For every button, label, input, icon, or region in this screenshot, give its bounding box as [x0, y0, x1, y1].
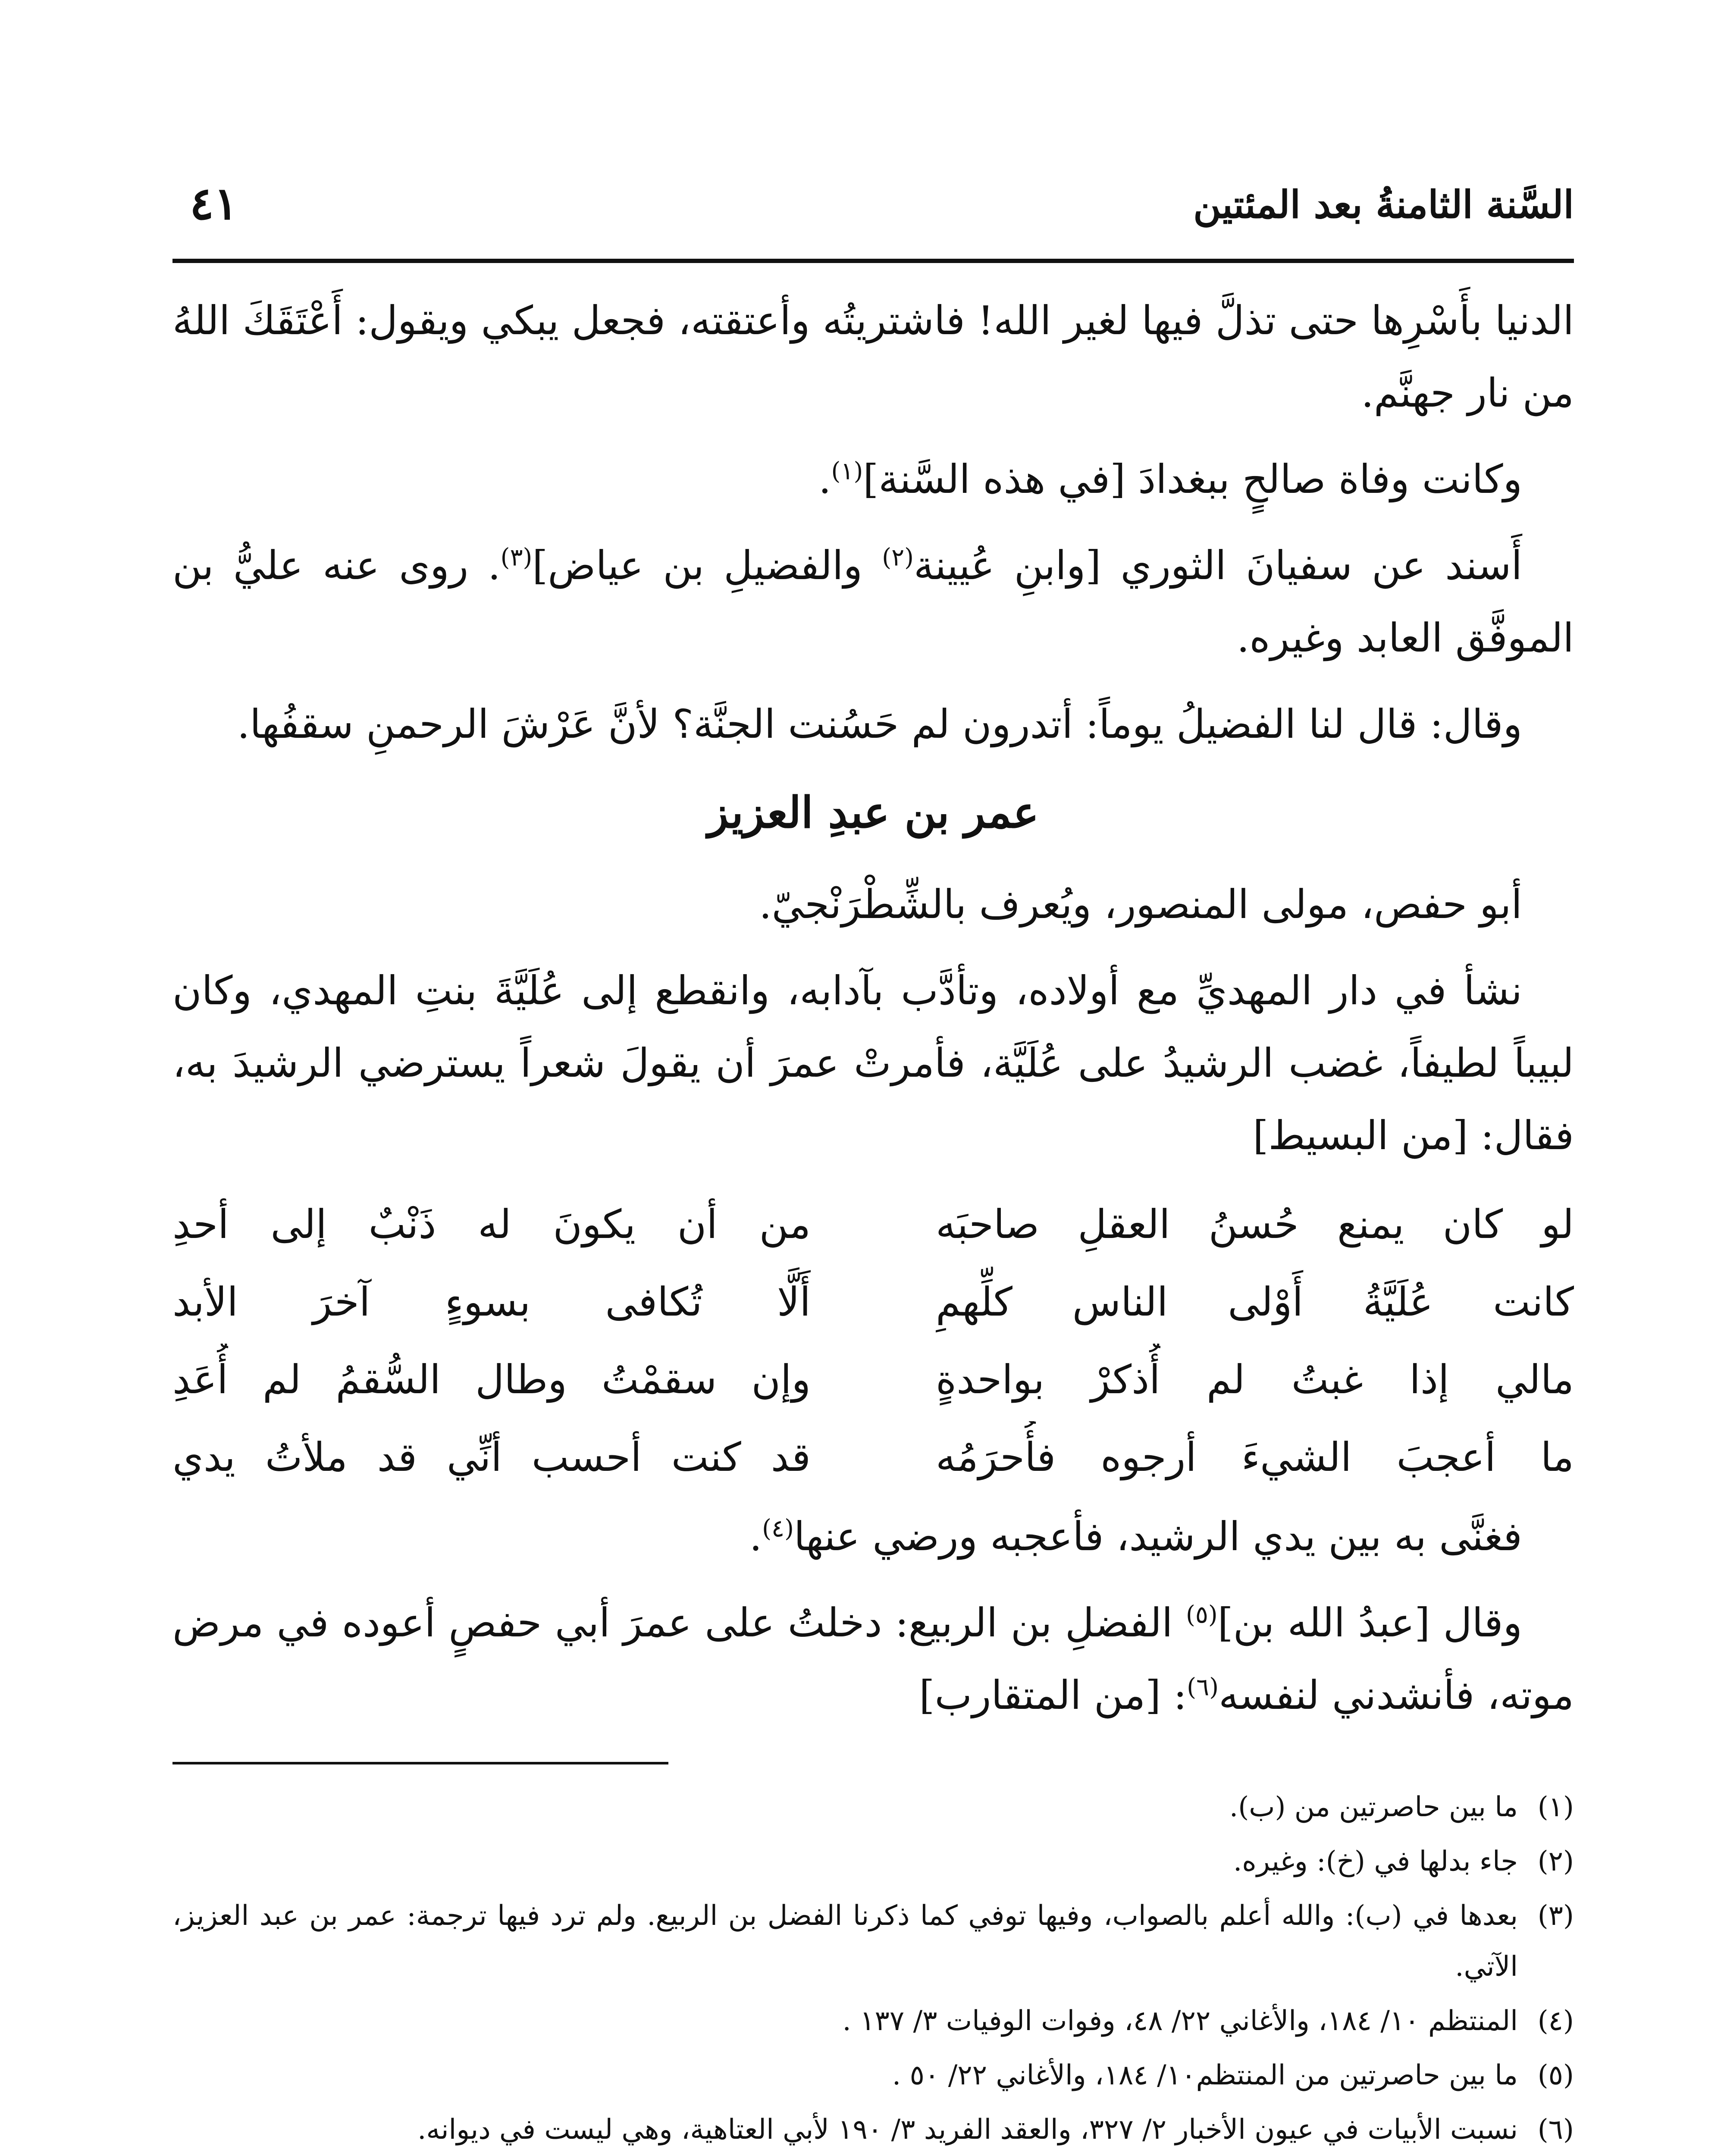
page-number: ٤١	[190, 177, 238, 230]
verse-first-hemistich: كانت عُلَيَّةُ أَوْلى الناس كلِّهمِ	[936, 1279, 1574, 1325]
paragraph-1	[172, 285, 1574, 429]
verse-second-hemistich: وإن سقمْتُ وطال السُّقمُ لم أُعَدِ	[172, 1357, 811, 1403]
paragraph-2-text: وكانت وفاة صالحٍ ببغدادَ [في هذه السَّنة]	[863, 456, 1522, 502]
footnote-number: (٣)	[1537, 1900, 1574, 1932]
footnote-text: نسبت الأبيات في عيون الأخبار ٢/ ٣٢٧، والعقد الفريد ٣/ ١٩٠ لأبي العتاهية، وهي ليست في ديوانه.	[417, 2114, 1518, 2146]
section-paragraph-1	[172, 868, 1574, 941]
running-header	[172, 155, 1574, 263]
footnote-ref-6: (٦)	[1187, 1673, 1219, 1702]
verse-second-hemistich: قد كنت أحسب أنِّي قد ملأتُ يدي	[172, 1434, 811, 1480]
after-poem-paragraph-2	[172, 1587, 1574, 1732]
section-paragraph-1-text: أبو حفص، مولى المنصور، ويُعرف بالشِّطْرَنْجيّ.	[759, 881, 1522, 928]
section-heading: عمر بن عبدِ العزيز	[707, 787, 1039, 838]
after-poem-paragraph-2-text-a: وقال [عبدُ الله بن]	[1217, 1600, 1522, 1646]
footnote	[172, 1890, 1574, 1992]
paragraph-4-text: وقال: قال لنا الفضيلُ يوماً: أتدرون لم حَسُنت الجنَّة؟ لأنَّ عَرْشَ الرحمنِ سقفُها.	[237, 701, 1522, 747]
verse-first-hemistich: مالي إذا غبتُ لم أُذكرْ بواحدةٍ	[936, 1357, 1574, 1403]
footnote-ref-3: (٣)	[500, 543, 533, 572]
poem	[172, 1186, 1574, 1496]
poem-verse	[172, 1419, 1574, 1496]
after-poem-paragraph-1	[172, 1501, 1574, 1573]
footnote-text: المنتظم ١٠/ ١٨٤، والأغاني ٢٢/ ٤٨، وفوات الوفيات ٣/ ١٣٧ .	[842, 2005, 1518, 2037]
poem-verse	[172, 1341, 1574, 1419]
footnote-text: ما بين حاصرتين من (ب).	[1229, 1791, 1518, 1823]
paragraph-3-text-c: . روى عنه عليُّ بن الموفَّق العابد وغيره.	[172, 542, 1574, 661]
poem-verse	[172, 1186, 1574, 1263]
verse-second-hemistich: أَلَّا تُكافى بسوءٍ آخرَ الأبد	[172, 1279, 811, 1325]
book-page	[172, 155, 1574, 2156]
footnote-text: ما بين حاصرتين من المنتظم١٠/ ١٨٤، والأغاني ٢٢/ ٥٠ .	[892, 2059, 1518, 2091]
footnotes	[172, 1782, 1574, 2155]
running-title: السَّنة الثامنةُ بعد المئتين	[1193, 182, 1574, 227]
footnote	[172, 2050, 1574, 2101]
footnote-ref-4: (٤)	[762, 1514, 794, 1543]
footnote-text: جاء بدلها في (خ): وغيره.	[1233, 1846, 1518, 1877]
verse-second-hemistich: من أن يكونَ له ذَنْبٌ إلى أحدِ	[172, 1201, 811, 1247]
after-poem-paragraph-1-text: فغنَّى به بين يدي الرشيد، فأعجبه ورضي عنها	[793, 1514, 1522, 1560]
after-poem-paragraph-2-text-b: الفضلِ بن الربيع: دخلتُ على عمرَ أبي حفصٍ أعوده في مرض موته، فأنشدني لنفسه	[172, 1600, 1574, 1718]
paragraph-3-text-a: أَسند عن سفيانَ الثوري [وابنِ عُيينة	[914, 542, 1523, 589]
footnote-ref-5: (٥)	[1185, 1601, 1218, 1629]
verse-first-hemistich: لو كان يمنع حُسنُ العقلِ صاحبَه	[936, 1201, 1574, 1247]
footnote-ref-1: (١)	[831, 457, 863, 486]
section-paragraph-2	[172, 955, 1574, 1172]
footnote	[172, 1996, 1574, 2046]
footnote-number: (١)	[1537, 1791, 1574, 1823]
section-paragraph-2-text: نشأ في دار المهديِّ مع أولاده، وتأدَّب بآدابه، وانقطع إلى عُلَيَّةَ بنتِ المهدي، وكان لبيباً لطيفاً، غضب الرشيدُ على عُلَيَّة، فأمرتْ عمرَ أن يقولَ شعراً يسترضي الرشيدَ به، فقال: [من البسيط]	[172, 968, 1574, 1159]
footnote	[172, 1836, 1574, 1887]
footnote-number: (٤)	[1537, 2005, 1574, 2037]
footnote-ref-2: (٢)	[882, 543, 914, 572]
footnote	[172, 2104, 1574, 2155]
footnote-text: بعدها في (ب): والله أعلم بالصواب، وفيها توفي كما ذكرنا الفضل بن الربيع. ولم ترد فيها ترجمة: عمر بن عبد العزيز، الآتي.	[172, 1900, 1518, 1983]
paragraph-1-text: الدنيا بأَسْرِها حتى تذلَّ فيها لغير الله! فاشتريتُه وأعتقته، فجعل يبكي ويقول: أَعْتَقَكَ اللهُ من نار جهنَّم.	[172, 298, 1574, 416]
verse-first-hemistich: ما أعجبَ الشيءَ أرجوه فأُحرَمُه	[936, 1434, 1574, 1480]
after-poem-paragraph-1-end: .	[749, 1514, 762, 1560]
paragraph-2-end: .	[818, 456, 831, 502]
footnote-separator	[172, 1762, 668, 1764]
footnote-number: (٦)	[1537, 2114, 1574, 2146]
paragraph-4	[172, 688, 1574, 761]
paragraph-3-text-b: والفضيلِ بن عياض]	[532, 542, 882, 589]
footnote	[172, 1782, 1574, 1833]
paragraph-2	[172, 443, 1574, 516]
poem-verse	[172, 1263, 1574, 1341]
paragraph-3	[172, 530, 1574, 674]
main-text	[172, 285, 1574, 1732]
footnote-number: (٥)	[1537, 2059, 1574, 2091]
after-poem-paragraph-2-text-c: : [من المتقارب]	[919, 1672, 1187, 1718]
footnote-number: (٢)	[1537, 1846, 1574, 1877]
